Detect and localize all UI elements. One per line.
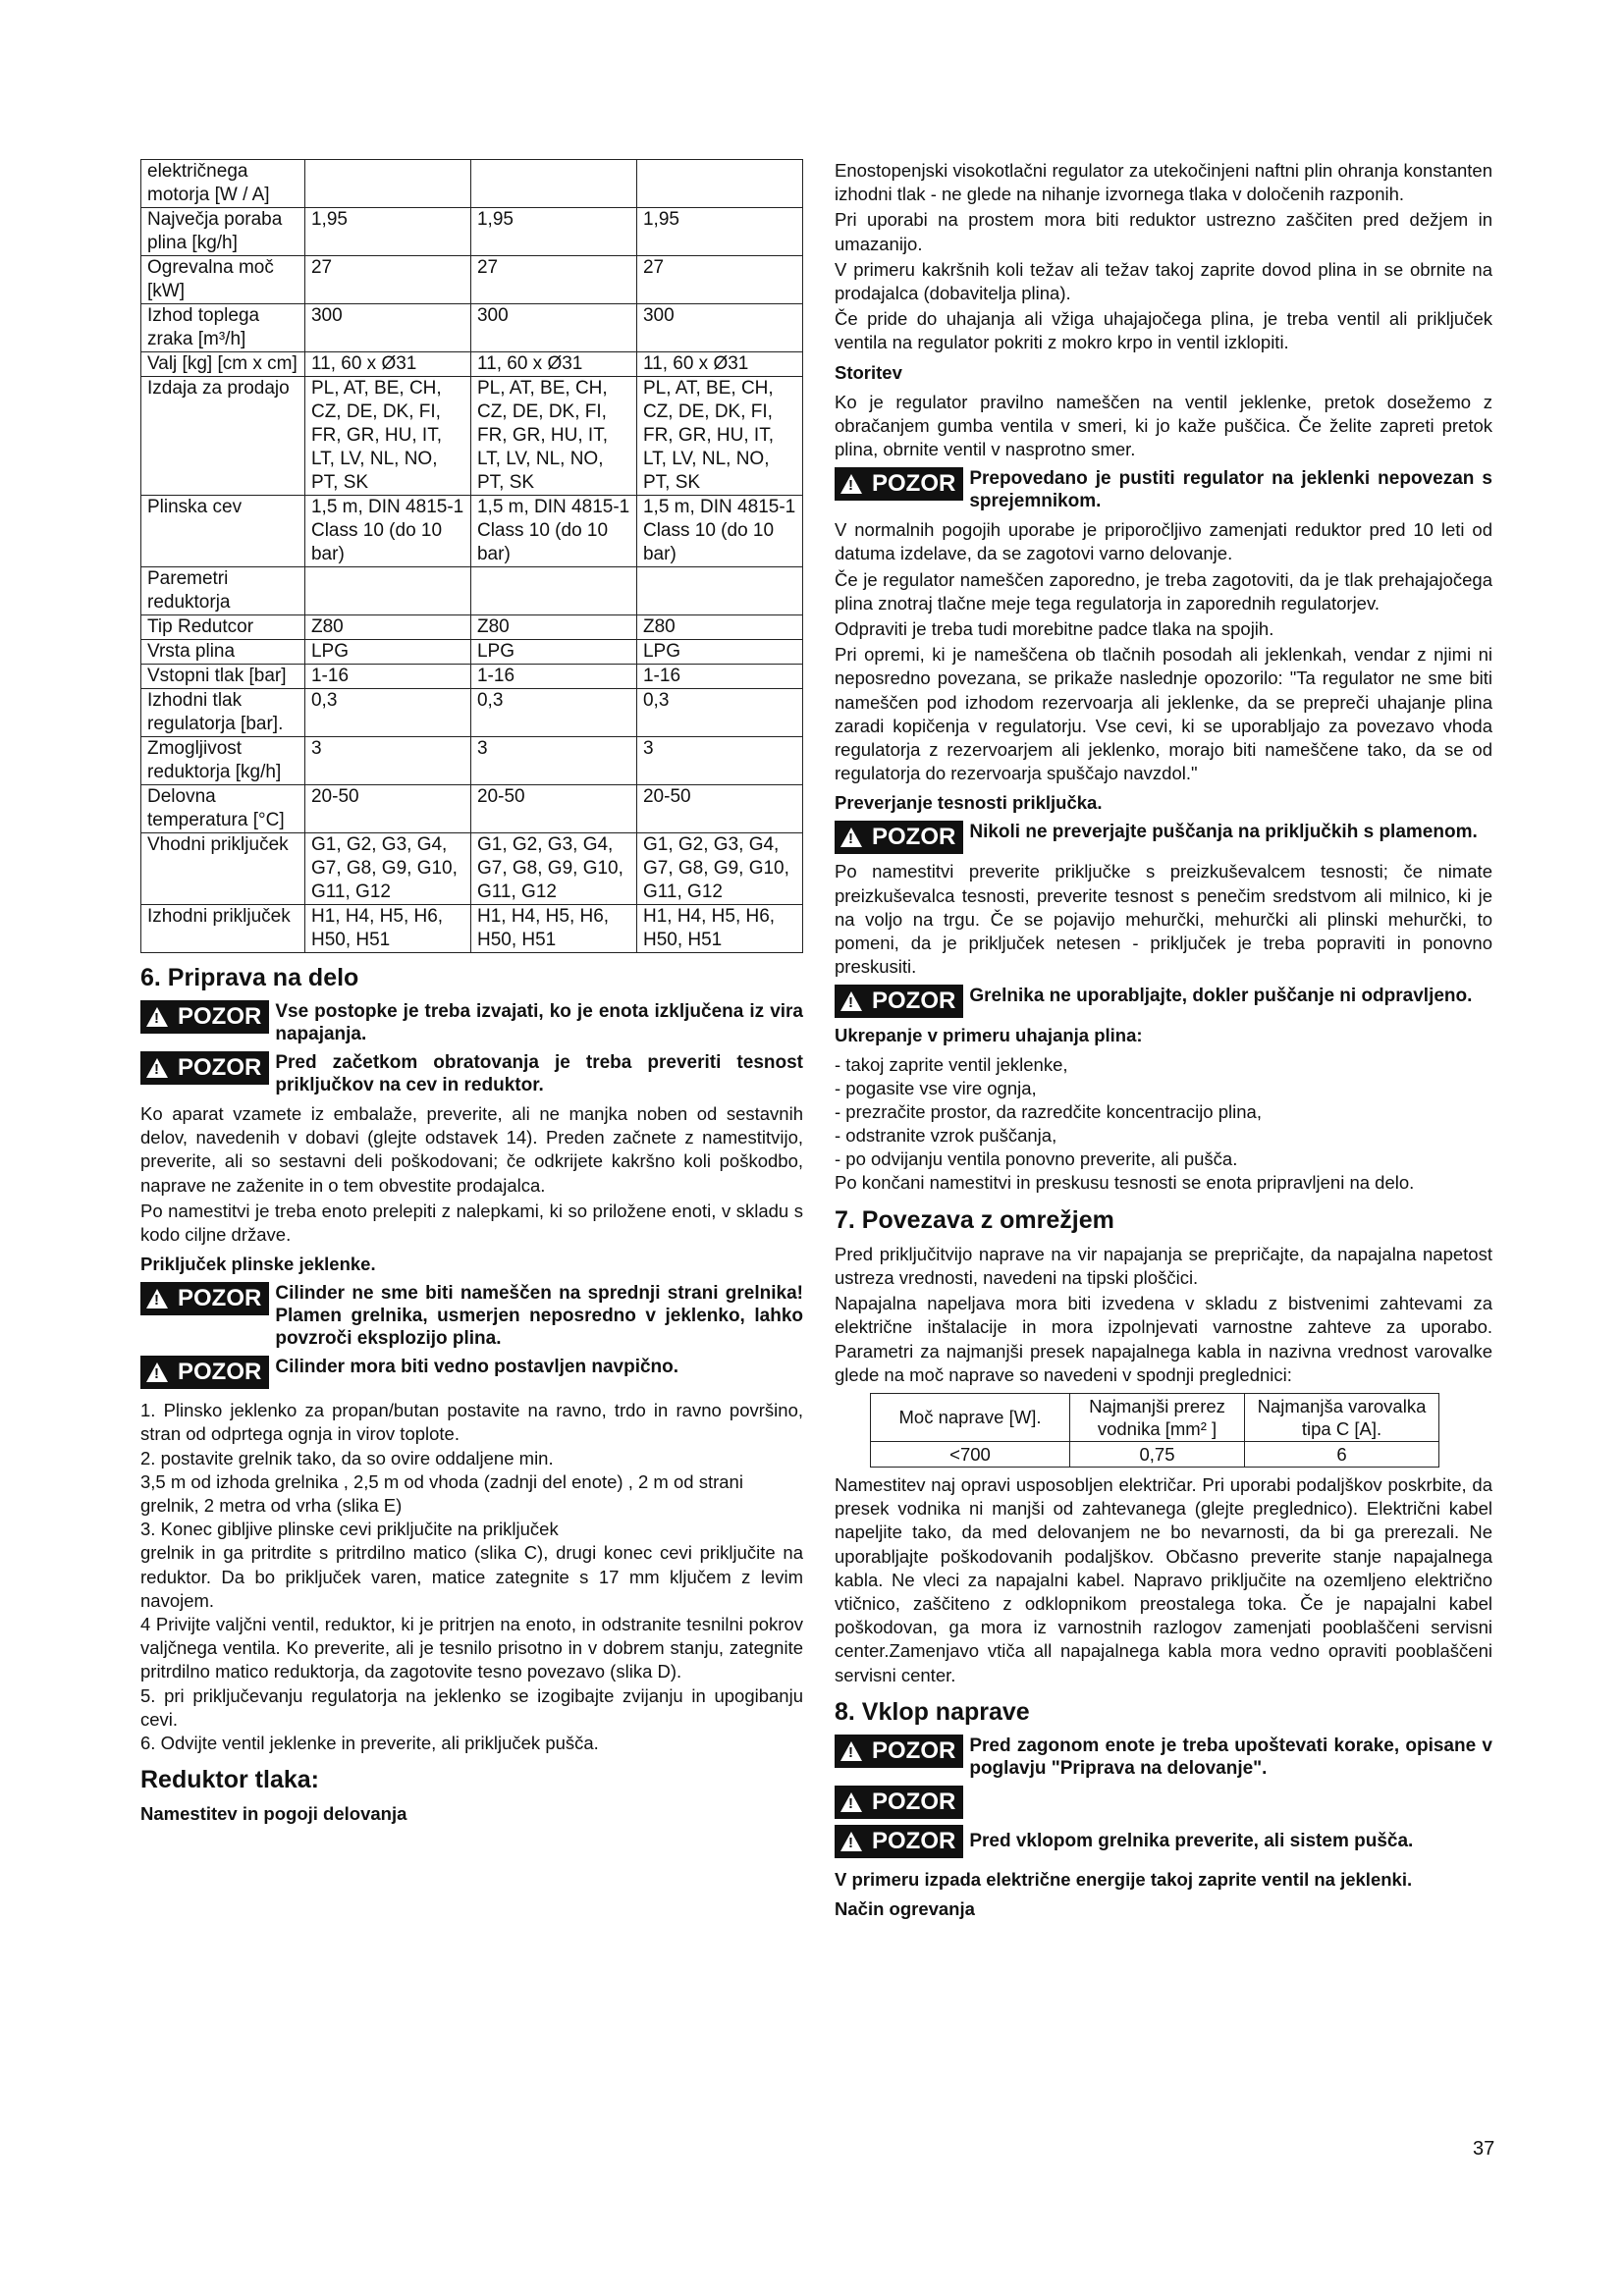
spec-label: Tip Redutcor <box>141 615 305 640</box>
warning-triangle-icon: ! <box>840 1832 862 1851</box>
cable-cell: <700 <box>871 1441 1070 1467</box>
warning-triangle-icon: ! <box>146 1058 168 1078</box>
pozor-label: POZOR <box>872 1736 956 1764</box>
spec-label: električnega motorja [W / A] <box>141 160 305 208</box>
spec-value: 1-16 <box>470 665 636 689</box>
pozor-label: POZOR <box>872 824 956 851</box>
spec-row <box>141 208 803 256</box>
paragraph: Napajalna napeljava mora biti izvedena v skladu z bistvenimi zahtevami za električne inštalacije in mora izpolnjevati varnostne zahteve za uporabo. Parametri za najmanjši presek napajalnega kabla in nazivna vrednost varovalke glede na moč naprave so navedeni v spodnji preglednici: <box>835 1293 1492 1385</box>
spec-value: LPG <box>304 640 470 665</box>
spec-value <box>304 567 470 615</box>
pozor-label: POZOR <box>872 470 956 498</box>
paragraph: Ko je regulator pravilno nameščen na ventil jeklenke, pretok dosežemo z obračanjem gumba ventila v smeri, ki jo kaže puščica. Če želite zapreti pretok plina, obrnite ventil v nasprotno smer. <box>835 391 1492 460</box>
spec-label: Vrsta plina <box>141 640 305 665</box>
steps-list <box>140 1399 803 1755</box>
spec-value <box>470 567 636 615</box>
paragraph: Pri uporabi na prostem mora biti reduktor ustrezno zaščiten pred dežjem in umazanijo. <box>835 209 1492 254</box>
pozor-badge <box>140 1282 269 1315</box>
spec-value: 27 <box>304 256 470 304</box>
step: 1. Plinsko jeklenko za propan/butan postavite na ravno, trdo in ravno površino, stran od odprtega ognja in virov toplote. <box>140 1400 803 1445</box>
spec-value: G1, G2, G3, G4, G7, G8, G9, G10, G11, G12 <box>636 833 802 905</box>
spec-value: H1, H4, H5, H6, H50, H51 <box>636 905 802 953</box>
warning-3 <box>140 1282 803 1350</box>
spec-value: PL, AT, BE, CH, CZ, DE, DK, FI, FR, GR, HU, IT, LT, LV, NL, NO, PT, SK <box>470 377 636 496</box>
subheading: Preverjanje tesnosti priključka. <box>835 792 1103 814</box>
spec-value: 1-16 <box>304 665 470 689</box>
spec-value: 0,3 <box>470 689 636 737</box>
spec-label: Vstopni tlak [bar] <box>141 665 305 689</box>
spec-table <box>140 159 803 953</box>
step: 3. Konec gibljive plinske cevi priključite na priključek <box>140 1519 559 1540</box>
paragraph: Po namestitvi preverite priključke s preizkuševalcem tesnosti; če nimate preizkuševalca tesnosti, preverite tesnost s penečim sredstvom ali milnico, ki je na voljo na trgu. Če se pojavijo mehurčki, mehurčki ali plinski mehurčki, to pomeni, da je priključek netesen - priključek je treba popraviti in ponovno preskusiti. <box>835 861 1492 978</box>
spec-value: 20-50 <box>636 785 802 833</box>
warning-5 <box>835 467 1492 512</box>
paragraph: Po končani namestitvi in preskusu tesnosti se enota pripravljeni na delo. <box>835 1172 1415 1194</box>
spec-value: 1,95 <box>636 208 802 256</box>
spec-value: 1,5 m, DIN 4815-1 Class 10 (do 10 bar) <box>304 496 470 567</box>
warning-6 <box>835 821 1492 854</box>
step: grelnik in ga pritrdite s pritrdilno matico (slika C), drugi konec cevi priključite na reduktor. Da bo priključek varen, matice zategnite s 17 mm ključem z levim navojem. <box>140 1542 803 1611</box>
spec-label: Izhod toplega zraka [m³/h] <box>141 304 305 352</box>
warning-8 <box>835 1735 1492 1780</box>
pozor-label: POZOR <box>178 1285 262 1312</box>
spec-value: 20-50 <box>304 785 470 833</box>
warning-text: Grelnika ne uporabljajte, dokler puščanje ni odpravljeno. <box>969 986 1473 1007</box>
pozor-badge <box>835 985 963 1018</box>
paragraph: Po namestitvi je treba enoto prelepiti z nalepkami, ki so priložene enoti, v skladu s kodo ciljne države. <box>140 1200 803 1246</box>
list-item: - prezračite prostor, da razredčite koncentracijo plina, <box>835 1101 1262 1123</box>
spec-value: 11, 60 x Ø31 <box>304 352 470 377</box>
subheading: Način ogrevanja <box>835 1897 975 1919</box>
pozor-label: POZOR <box>178 1054 262 1081</box>
spec-value <box>470 160 636 208</box>
spec-label: Valj [kg] [cm x cm] <box>141 352 305 377</box>
pozor-badge <box>140 1356 269 1389</box>
paragraph: V primeru kakršnih koli težav ali težav takoj zaprite dovod plina in se obrnite na prodajalca (dobavitelja plina). <box>835 258 1492 304</box>
step: 6. Odvijte ventil jeklenke in preverite, ali priključek pušča. <box>140 1733 599 1754</box>
spec-label: Ogrevalna moč [kW] <box>141 256 305 304</box>
spec-value <box>304 160 470 208</box>
spec-value: Z80 <box>304 615 470 640</box>
cable-cell: 0,75 <box>1070 1441 1245 1467</box>
pozor-label: POZOR <box>178 1003 262 1030</box>
spec-value: 27 <box>470 256 636 304</box>
spec-value: 300 <box>304 304 470 352</box>
warning-text: Pred zagonom enote je treba upoštevati korake, opisane v poglavju "Priprava na delovanje". <box>969 1735 1492 1779</box>
paragraph: Enostopenjski visokotlačni regulator za utekočinjeni naftni plin ohranja konstanten izhodni tlak - ne glede na nihanje izvornega tlaka v določenih razponih. <box>835 160 1492 205</box>
warning-triangle-icon: ! <box>146 1289 168 1308</box>
warning-text: Vse postopke je treba izvajati, ko je enota izključena iz vira napajanja. <box>275 1001 803 1044</box>
spec-value: Z80 <box>470 615 636 640</box>
left-column <box>140 159 803 1832</box>
spec-value: LPG <box>470 640 636 665</box>
warning-1 <box>140 1000 803 1045</box>
spec-value: 0,3 <box>636 689 802 737</box>
spec-value: G1, G2, G3, G4, G7, G8, G9, G10, G11, G12 <box>470 833 636 905</box>
page-number: 37 <box>1473 2138 1495 2160</box>
spec-label: Zmogljivost reduktorja [kg/h] <box>141 737 305 785</box>
paragraph: Pred priključitvijo naprave na vir napajanja se prepričajte, da napajalna napetost ustreza vrednosti, navedeni na tipski ploščici. <box>835 1243 1492 1288</box>
cable-header: Moč naprave [W]. <box>871 1393 1070 1441</box>
spec-row <box>141 160 803 208</box>
section-7-title: 7. Povezava z omrežjem <box>835 1205 1114 1234</box>
warning-text: Prepovedano je pustiti regulator na jeklenki nepovezan s sprejemnikom. <box>969 468 1492 512</box>
spec-value <box>636 567 802 615</box>
pozor-badge <box>140 1051 269 1085</box>
spec-row <box>141 665 803 689</box>
cable-header: Najmanjši prerez vodnika [mm² ] <box>1070 1393 1245 1441</box>
warning-triangle-icon: ! <box>840 474 862 494</box>
step: grelnik, 2 metra od vrha (slika E) <box>140 1495 403 1517</box>
spec-row <box>141 905 803 953</box>
warning-triangle-icon: ! <box>840 1792 862 1812</box>
subheading: Storitev <box>835 361 902 383</box>
spec-label: Delovna temperatura [°C] <box>141 785 305 833</box>
spec-value: 1,95 <box>304 208 470 256</box>
warning-7 <box>835 985 1492 1018</box>
spec-row <box>141 567 803 615</box>
spec-row <box>141 689 803 737</box>
spec-value: 3 <box>470 737 636 785</box>
spec-value: 0,3 <box>304 689 470 737</box>
spec-value: 1,95 <box>470 208 636 256</box>
warning-triangle-icon: ! <box>840 1741 862 1761</box>
warning-text: Cilinder mora biti vedno postavljen navpično. <box>275 1357 679 1378</box>
warning-text: Cilinder ne sme biti nameščen na sprednji strani grelnika! Plamen grelnika, usmerjen neposredno v jeklenko, lahko povzroči eksplozijo plina. <box>275 1283 803 1350</box>
spec-label: Paremetri reduktorja <box>141 567 305 615</box>
spec-row <box>141 352 803 377</box>
cable-cell: 6 <box>1245 1441 1439 1467</box>
pozor-badge <box>835 1825 963 1858</box>
spec-label: Izhodni tlak regulatorja [bar]. <box>141 689 305 737</box>
step: 3,5 m od izhoda grelnika , 2,5 m od vhoda (zadnji del enote) , 2 m od strani <box>140 1470 743 1492</box>
warning-text: Nikoli ne preverjajte puščanja na priključkih s plamenom. <box>969 822 1478 843</box>
step: 4 Privijte valjčni ventil, reduktor, ki je pritrjen na enoto, in odstranite tesnilni pokrov valjčnega ventila. Ko preverite, ali je tesnilo prisotno in v dobrem stanju, zategnite pritrdilno matico reduktorja, da zagotovite tesno povezavo (slika D). <box>140 1614 803 1682</box>
spec-value: 1,5 m, DIN 4815-1 Class 10 (do 10 bar) <box>636 496 802 567</box>
spec-value: 20-50 <box>470 785 636 833</box>
warning-text: Pred vklopom grelnika preverite, ali sistem pušča. <box>969 1831 1414 1852</box>
pozor-label: POZOR <box>872 1788 956 1815</box>
warning-2 <box>140 1051 803 1096</box>
spec-row <box>141 256 803 304</box>
paragraph: V normalnih pogojih uporabe je priporočljivo zamenjati reduktor pred 10 leti od datuma izdelave, da se zagotovi varno delovanje. <box>835 519 1492 564</box>
pozor-badge <box>835 467 963 501</box>
spec-value: 300 <box>470 304 636 352</box>
list-item: - takoj zaprite ventil jeklenke, <box>835 1054 1068 1076</box>
warning-9 <box>835 1786 1492 1819</box>
cable-header: Najmanjša varovalka tipa C [A]. <box>1245 1393 1439 1441</box>
spec-value: 27 <box>636 256 802 304</box>
spec-label: Največja poraba plina [kg/h] <box>141 208 305 256</box>
pozor-badge <box>835 1735 963 1768</box>
spec-value: 3 <box>304 737 470 785</box>
list-item: - po odvijanju ventila ponovno preverite, ali pušča. <box>835 1148 1238 1170</box>
list-item: - odstranite vzrok puščanja, <box>835 1125 1057 1147</box>
spec-value: G1, G2, G3, G4, G7, G8, G9, G10, G11, G12 <box>304 833 470 905</box>
spec-value: 11, 60 x Ø31 <box>636 352 802 377</box>
paragraph: Če je regulator nameščen zaporedno, je treba zagotoviti, da je tlak prehajajočega plina znotraj tlačne meje tega regulatorja in zaporednih regulatorjev. <box>835 568 1492 614</box>
warning-triangle-icon: ! <box>146 1362 168 1382</box>
pozor-badge <box>835 1786 963 1819</box>
step: 5. pri priključevanju regulatorja na jeklenko se izogibajte zvijanju in upogibanju cevi. <box>140 1684 803 1730</box>
spec-row <box>141 377 803 496</box>
right-column <box>835 159 1492 1927</box>
spec-value: PL, AT, BE, CH, CZ, DE, DK, FI, FR, GR, HU, IT, LT, LV, NL, NO, PT, SK <box>636 377 802 496</box>
pozor-badge <box>835 821 963 854</box>
pozor-label: POZOR <box>872 988 956 1015</box>
paragraph: Ko aparat vzamete iz embalaže, preverite, ali ne manjka noben od sestavnih delov, navedenih v dobavi (glejte odstavek 14). Preden začnete z namestitvijo, preverite, ali so sestavni deli poškodovani; če odkrijete kakršno koli poškodbo, naprave ne zaženite in o tem obvestite prodajalca. <box>140 1103 803 1196</box>
spec-value: 300 <box>636 304 802 352</box>
section-8-title: 8. Vklop naprave <box>835 1697 1030 1726</box>
pozor-label: POZOR <box>872 1827 956 1854</box>
step: 2. postavite grelnik tako, da so ovire oddaljene min. <box>140 1447 554 1468</box>
paragraph: Namestitev naj opravi usposobljen električar. Pri uporabi podaljškov poskrbite, da presek vodnika ni manjši od zahtevanega (glejte preglednico). Električni kabel napeljite tako, da med delovanjem ne bo nevarnosti, da bi ga prerezali. Ne uporabljajte poškodovanih podaljškov. Občasno preverite stanje napajalnega kabla. Ne vleci za napajalni kabel. Napravo priključite na ozemljeno električno vtičnico, zaščiteno z odklopnikom preostalega toka. Če je napajalni kabel poškodovan, ga mora iz varnostnih razlogov zamenjati pooblaščeni servisni center.Zamenjavo vtiča all napajalnega kabla mora vedno opraviti pooblaščeni servisni center. <box>835 1473 1492 1685</box>
spec-value <box>636 160 802 208</box>
warning-10 <box>835 1825 1492 1858</box>
spec-value: 11, 60 x Ø31 <box>470 352 636 377</box>
pozor-badge <box>140 1000 269 1034</box>
spec-row <box>141 640 803 665</box>
spec-value: H1, H4, H5, H6, H50, H51 <box>470 905 636 953</box>
spec-row <box>141 496 803 567</box>
cable-table <box>870 1393 1439 1468</box>
spec-label: Plinska cev <box>141 496 305 567</box>
section-6-title: 6. Priprava na delo <box>140 964 359 991</box>
spec-row <box>141 737 803 785</box>
leak-actions-list <box>835 1053 1492 1171</box>
pozor-label: POZOR <box>178 1359 262 1386</box>
spec-value: 1,5 m, DIN 4815-1 Class 10 (do 10 bar) <box>470 496 636 567</box>
warning-triangle-icon: ! <box>840 828 862 847</box>
warning-4 <box>140 1356 803 1389</box>
warning-triangle-icon: ! <box>146 1007 168 1027</box>
warning-text: Pred začetkom obratovanja je treba preveriti tesnost priključkov na cev in reduktor. <box>275 1052 803 1095</box>
spec-value: 3 <box>636 737 802 785</box>
subheading: Namestitev in pogoji delovanja <box>140 1803 407 1825</box>
spec-value: LPG <box>636 640 802 665</box>
spec-label: Vhodni priključek <box>141 833 305 905</box>
spec-value: H1, H4, H5, H6, H50, H51 <box>304 905 470 953</box>
spec-value: PL, AT, BE, CH, CZ, DE, DK, FI, FR, GR, HU, IT, LT, LV, NL, NO, PT, SK <box>304 377 470 496</box>
paragraph: Če pride do uhajanja ali vžiga uhajajočega plina, je treba ventil ali priključek ventila na regulator pokriti z mokro krpo in ventil izklopiti. <box>835 308 1492 353</box>
paragraph: Pri opremi, ki je nameščena ob tlačnih posodah ali jeklenkah, vendar z njimi ni neposredno povezana, se prikaže naslednje opozorilo: "Ta regulator ne sme biti nameščen pod izhodom rezervoarja ali jeklenke, da se prepreči uhajanje plina zaradi kopičenja v regulatorju. Vse cevi, ki se uporabljajo za povezavo vhoda regulatorja z rezervoarjem ali jeklenko, morajo biti nameščene tako, da se od regulatorja do rezervoarja spuščajo navzdol." <box>835 644 1492 784</box>
list-item: - pogasite vse vire ognja, <box>835 1078 1037 1099</box>
spec-row <box>141 833 803 905</box>
spec-label: Izdaja za prodajo <box>141 377 305 496</box>
spec-row <box>141 304 803 352</box>
spec-row <box>141 615 803 640</box>
spec-value: Z80 <box>636 615 802 640</box>
subheading: V primeru izpada električne energije takoj zaprite ventil na jeklenki. <box>835 1868 1413 1890</box>
spec-value: 1-16 <box>636 665 802 689</box>
warning-triangle-icon: ! <box>840 991 862 1011</box>
subheading: Priključek plinske jeklenke. <box>140 1254 376 1275</box>
paragraph: Odpraviti je treba tudi morebitne padce tlaka na spojih. <box>835 618 1274 640</box>
subheading: Ukrepanje v primeru uhajanja plina: <box>835 1025 1143 1046</box>
reduktor-title: Reduktor tlaka: <box>140 1766 319 1794</box>
spec-row <box>141 785 803 833</box>
spec-label: Izhodni priključek <box>141 905 305 953</box>
